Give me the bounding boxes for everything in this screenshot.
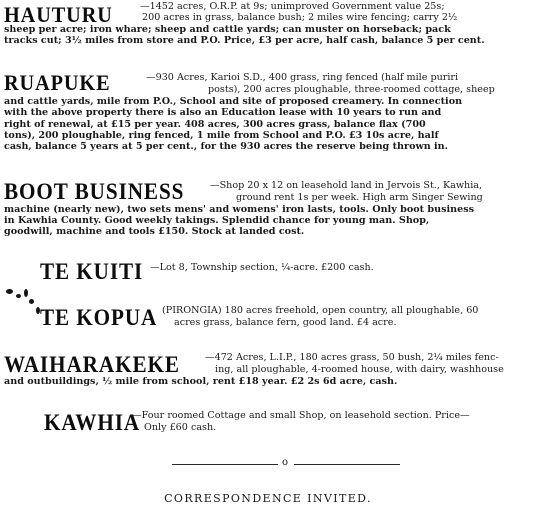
- listing-text-line: sheep per acre; iron whare; sheep and cattle yards; can muster on horseback; pack: [4, 24, 451, 35]
- listing-text-line: and outbuildings, ½ mile from school, rent £18 year. £2 2s 6d acre, cash.: [4, 376, 398, 387]
- listing-heading: KAWHIA: [44, 410, 141, 435]
- listing-text-line: machine (nearly new), two sets mens' and womens' iron lasts, tools. Only boot business: [4, 204, 474, 215]
- listing-heading: WAIHARAKEKE: [4, 352, 180, 377]
- listing-text-line: —1452 acres, O.R.P. at 9s; unimproved Government value 25s;: [140, 1, 445, 12]
- listing-heading: BOOT BUSINESS: [4, 179, 185, 204]
- listing-heading: RUAPUKE: [4, 70, 111, 95]
- listing-text-line: Only £60 cash.: [144, 422, 217, 433]
- listing-text-line: with the above property there is also an Education lease with 10 years to run and: [4, 107, 442, 118]
- listing-text-line: goodwill, machine and tools £150. Stock at landed cost.: [4, 226, 305, 237]
- listing-text-line: —930 Acres, Karioi S.D., 400 grass, ring fenced (half mile puriri: [146, 72, 459, 83]
- listing-text-line: in Kawhia County. Good weekly takings. Splendid chance for young man. Shop,: [4, 215, 430, 226]
- listing-heading: HAUTURU: [4, 2, 113, 27]
- listing-text-line: ing, all ploughable, 4-roomed house, with dairy, washhouse: [215, 364, 504, 375]
- listing-text-line: and cattle yards, mile from P.O., School and site of proposed creamery. In connection: [4, 96, 463, 107]
- footer-correspondence: CORRESPONDENCE INVITED.: [164, 492, 372, 505]
- listing-text-line: tons), 200 ploughable, ring fenced, 1 mile from School and P.O. £3 10s acre, half: [4, 130, 439, 141]
- listing-text-line: (PIRONGIA) 180 acres freehold, open country, all ploughable, 60: [162, 305, 479, 316]
- listing-text-line: cash, balance 5 years at 5 per cent., for the 930 acres the reserve being thrown in.: [4, 141, 449, 152]
- listing-text-line: ground rent 1s per week. High arm Singer Sewing: [236, 192, 483, 203]
- listing-text-line: posts), 200 acres ploughable, three-roomed cottage, sheep: [208, 84, 495, 95]
- listing-heading: TE KUITI: [40, 259, 144, 284]
- divider-ornament: o: [282, 457, 289, 468]
- listing-text-line: —472 Acres, L.I.P., 180 acres grass, 50 bush, 2¼ miles fenc-: [205, 352, 499, 363]
- divider-rule-right: [294, 464, 400, 465]
- listing-text-line: right of renewal, at £15 per year. 408 acres, 300 acres grass, balance flax (700: [4, 119, 426, 130]
- divider-rule-left: [172, 464, 278, 465]
- listing-text-line: —Four roomed Cottage and small Shop, on leasehold section. Price—: [132, 410, 470, 421]
- listing-text-line: —Shop 20 x 12 on leasehold land in Jervois St., Kawhia,: [210, 180, 483, 191]
- listing-heading: TE KOPUA: [40, 305, 158, 330]
- listing-text-line: 200 acres in grass, balance bush; 2 miles wire fencing; carry 2½: [142, 12, 458, 23]
- listing-text-line: acres grass, balance fern, good land. £4 acre.: [174, 317, 397, 328]
- listing-text-line: tracks cut; 3½ miles from store and P.O. Price, £3 per acre, half cash, balance 5 per cent.: [4, 35, 485, 46]
- listing-text-line: —Lot 8, Township section, ¼-acre. £200 cash.: [150, 262, 374, 273]
